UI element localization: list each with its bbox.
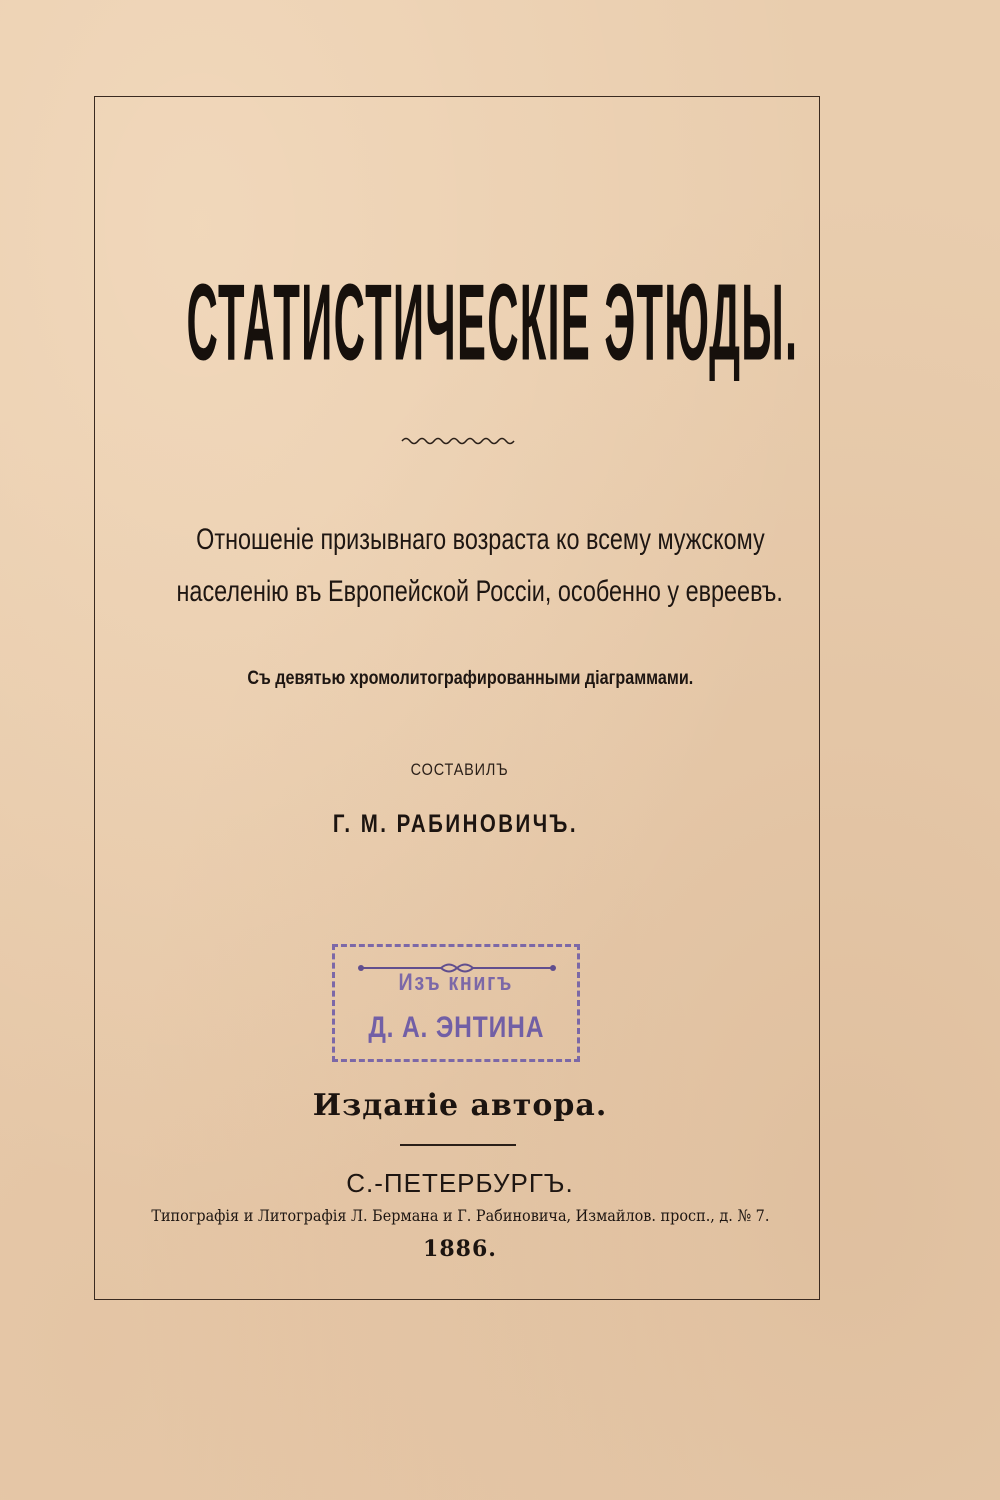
printer-line-text: Типографія и Литографія Л. Бермана и Г. Рабиновича, Измайлов. просп., д. № 7. bbox=[150, 1206, 770, 1225]
compiled-by-text: СОСТАВИЛЪ bbox=[411, 760, 509, 779]
publication-city: С.-ПЕТЕРБУРГЪ. bbox=[346, 1168, 574, 1198]
subtitle-line-2-text: населенію въ Европейской Россіи, особенно у евреевъ. bbox=[176, 575, 784, 608]
author-name bbox=[0, 810, 910, 839]
stamp-line-1-text: Изъ книгъ bbox=[398, 969, 514, 996]
publication-year: 1886. bbox=[423, 1236, 497, 1262]
edition-note: Изданіе автора. bbox=[312, 1088, 608, 1123]
compiled-by-label bbox=[0, 760, 920, 780]
subtitle-line-1 bbox=[0, 525, 980, 555]
horizontal-rule bbox=[400, 1144, 516, 1146]
printer-line bbox=[0, 1206, 920, 1225]
book-title bbox=[182, 261, 802, 383]
subtitle-line-1-text: Отношеніе призывнаго возраста ко всему мужскому bbox=[195, 523, 765, 556]
subtitle-line-2 bbox=[0, 577, 980, 607]
book-title-text: СТАТИСТИЧЕСКІЕ ЭТЮДЫ. bbox=[186, 261, 799, 383]
stamp-line-1 bbox=[335, 969, 577, 997]
library-stamp bbox=[332, 944, 580, 1062]
diagrams-note-text: Съ девятью хромолитографированными діаграммами. bbox=[247, 668, 693, 689]
stamp-line-2-text: Д. А. ЭНТИНА bbox=[368, 1011, 544, 1044]
diagrams-note bbox=[0, 668, 940, 690]
wavy-divider bbox=[400, 434, 516, 448]
stamp-line-2 bbox=[335, 1011, 577, 1045]
author-name-text: Г. М. РАБИНОВИЧЪ. bbox=[332, 810, 578, 838]
